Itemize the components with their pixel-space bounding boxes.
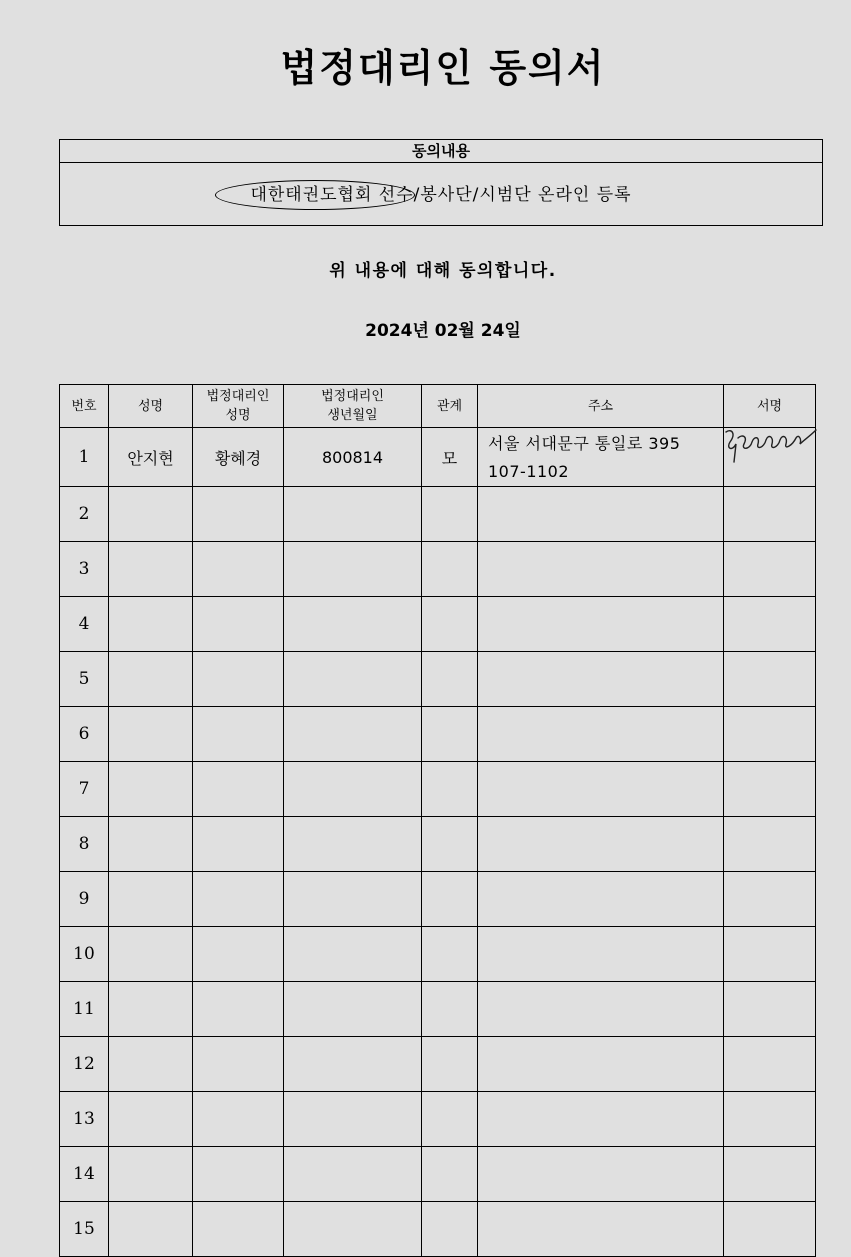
- cell-relation: [422, 707, 478, 762]
- cell-relation: [422, 762, 478, 817]
- table-row: [60, 652, 816, 707]
- cell-address: [478, 1202, 724, 1257]
- page-title: 법정대리인 동의서: [280, 46, 606, 90]
- consent-box: [59, 139, 823, 226]
- cell-relation: [422, 597, 478, 652]
- cell-guardian-birth: [284, 707, 422, 762]
- cell-name: [109, 487, 193, 542]
- cell-relation: [422, 487, 478, 542]
- cell-name: [109, 762, 193, 817]
- cell-address: [478, 927, 724, 982]
- cell-address: [478, 652, 724, 707]
- cell-relation: [422, 1092, 478, 1147]
- cell-guardian-name: [193, 487, 284, 542]
- cell-address: [478, 428, 724, 487]
- header-guardian-name-line1: 법정대리인: [206, 389, 270, 404]
- cell-relation: [422, 1147, 478, 1202]
- cell-name: [109, 927, 193, 982]
- cell-guardian-name: [193, 1092, 284, 1147]
- cell-name: [109, 1037, 193, 1092]
- cell-signature: [724, 487, 816, 542]
- cell-no: 2: [60, 487, 109, 542]
- cell-guardian-name: [193, 927, 284, 982]
- table-row: [60, 542, 816, 597]
- table-header-row: [60, 385, 816, 428]
- cell-guardian-name: 황혜경: [193, 428, 284, 487]
- cell-guardian-birth: [284, 1147, 422, 1202]
- cell-signature: [724, 1202, 816, 1257]
- cell-guardian-birth: [284, 927, 422, 982]
- table-row: [60, 1092, 816, 1147]
- header-address: 주소: [478, 385, 724, 428]
- header-guardian-birth: [284, 385, 422, 428]
- cell-no: 4: [60, 597, 109, 652]
- table-row: [60, 1037, 816, 1092]
- cell-address: [478, 707, 724, 762]
- cell-address: [478, 487, 724, 542]
- cell-address: [478, 597, 724, 652]
- agreement-statement: 위 내용에 대해 동의합니다.: [329, 261, 557, 281]
- cell-no: 15: [60, 1202, 109, 1257]
- handwritten-signature: [722, 424, 822, 472]
- cell-signature: [724, 428, 816, 487]
- cell-name: [109, 982, 193, 1037]
- consent-body: [60, 163, 822, 227]
- cell-address: [478, 762, 724, 817]
- cell-relation: [422, 1037, 478, 1092]
- cell-guardian-name: [193, 597, 284, 652]
- table-row: [60, 927, 816, 982]
- header-guardian-birth-line2: 생년월일: [327, 408, 378, 423]
- cell-guardian-name: [193, 762, 284, 817]
- cell-address: [478, 872, 724, 927]
- cell-address: [478, 982, 724, 1037]
- cell-name: 안지현: [109, 428, 193, 487]
- cell-signature: [724, 817, 816, 872]
- header-guardian-birth-line1: 법정대리인: [321, 389, 384, 404]
- cell-no: 6: [60, 707, 109, 762]
- cell-guardian-name: [193, 542, 284, 597]
- cell-guardian-birth: 800814: [284, 428, 422, 487]
- cell-address: [478, 542, 724, 597]
- cell-guardian-name: [193, 817, 284, 872]
- cell-guardian-name: [193, 707, 284, 762]
- cell-relation: [422, 982, 478, 1037]
- cell-guardian-birth: [284, 762, 422, 817]
- cell-signature: [724, 1092, 816, 1147]
- header-guardian-name: [193, 385, 284, 428]
- cell-signature: [724, 762, 816, 817]
- cell-guardian-birth: [284, 487, 422, 542]
- cell-guardian-birth: [284, 597, 422, 652]
- cell-no: 9: [60, 872, 109, 927]
- header-signature: 서명: [724, 385, 816, 428]
- cell-relation: [422, 872, 478, 927]
- cell-guardian-name: [193, 652, 284, 707]
- cell-name: [109, 652, 193, 707]
- guardian-table: [59, 384, 816, 1257]
- circled-mark: [215, 180, 415, 210]
- cell-name: [109, 1202, 193, 1257]
- cell-address: [478, 817, 724, 872]
- cell-name: [109, 1092, 193, 1147]
- table-row: [60, 1202, 816, 1257]
- cell-no: 10: [60, 927, 109, 982]
- table-row: [60, 707, 816, 762]
- cell-guardian-birth: [284, 1202, 422, 1257]
- table-row: [60, 872, 816, 927]
- cell-signature: [724, 1147, 816, 1202]
- cell-name: [109, 597, 193, 652]
- cell-signature: [724, 542, 816, 597]
- cell-guardian-name: [193, 1037, 284, 1092]
- header-name: 성명: [109, 385, 193, 428]
- consent-header: 동의내용: [60, 140, 822, 163]
- cell-name: [109, 1147, 193, 1202]
- cell-relation: [422, 652, 478, 707]
- cell-name: [109, 817, 193, 872]
- table-row: [60, 982, 816, 1037]
- table-row: [60, 817, 816, 872]
- table-row: [60, 487, 816, 542]
- cell-guardian-birth: [284, 652, 422, 707]
- cell-signature: [724, 597, 816, 652]
- cell-relation: [422, 817, 478, 872]
- cell-guardian-birth: [284, 542, 422, 597]
- table-row: [60, 597, 816, 652]
- cell-address: [478, 1037, 724, 1092]
- cell-signature: [724, 927, 816, 982]
- table-row: [60, 428, 816, 487]
- cell-name: [109, 872, 193, 927]
- header-no: 번호: [60, 385, 109, 428]
- table-row: [60, 762, 816, 817]
- header-relation: 관계: [422, 385, 478, 428]
- cell-signature: [724, 982, 816, 1037]
- cell-no: 5: [60, 652, 109, 707]
- cell-relation: [422, 927, 478, 982]
- cell-guardian-birth: [284, 817, 422, 872]
- cell-address: [478, 1092, 724, 1147]
- cell-signature: [724, 872, 816, 927]
- cell-signature: [724, 652, 816, 707]
- cell-signature: [724, 1037, 816, 1092]
- cell-guardian-birth: [284, 1092, 422, 1147]
- cell-no: 13: [60, 1092, 109, 1147]
- cell-no: 7: [60, 762, 109, 817]
- cell-relation: 모: [422, 428, 478, 487]
- cell-name: [109, 707, 193, 762]
- cell-guardian-name: [193, 982, 284, 1037]
- cell-guardian-birth: [284, 1037, 422, 1092]
- cell-signature: [724, 707, 816, 762]
- cell-relation: [422, 542, 478, 597]
- cell-relation: [422, 1202, 478, 1257]
- cell-no: 14: [60, 1147, 109, 1202]
- consent-content: 대한태권도협회 선수/봉사단/시범단 온라인 등록: [250, 185, 632, 205]
- cell-name: [109, 542, 193, 597]
- cell-guardian-name: [193, 872, 284, 927]
- cell-no: 3: [60, 542, 109, 597]
- header-guardian-name-line2: 성명: [225, 408, 251, 423]
- cell-guardian-name: [193, 1202, 284, 1257]
- document-date: 2024년 02월 24일: [365, 321, 521, 341]
- cell-guardian-name: [193, 1147, 284, 1202]
- cell-guardian-birth: [284, 982, 422, 1037]
- cell-no: 8: [60, 817, 109, 872]
- cell-address: [478, 1147, 724, 1202]
- address-address-line1: 서울 서대문구 통일로 395: [488, 434, 681, 453]
- cell-guardian-birth: [284, 872, 422, 927]
- cell-no: 1: [60, 428, 109, 487]
- cell-no: 12: [60, 1037, 109, 1092]
- address-address-line2: 107-1102: [488, 462, 570, 481]
- table-row: [60, 1147, 816, 1202]
- cell-no: 11: [60, 982, 109, 1037]
